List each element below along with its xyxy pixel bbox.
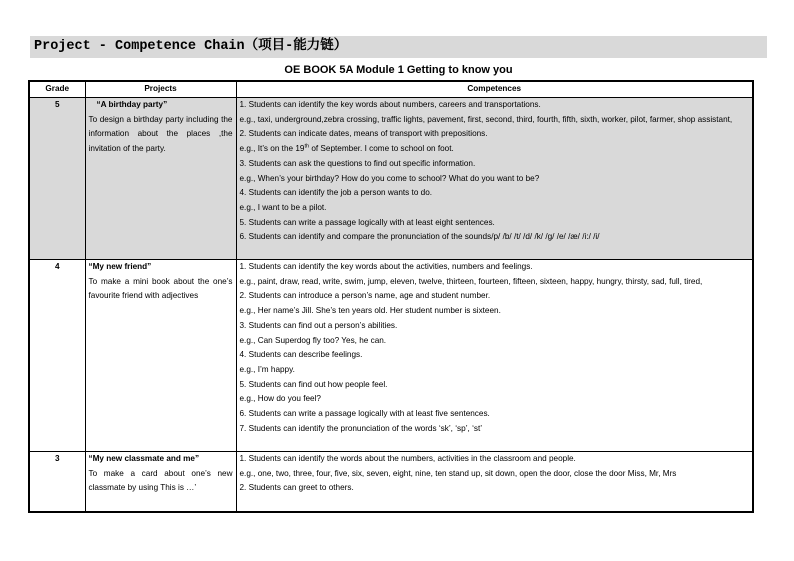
ordinal-suffix: th xyxy=(304,143,310,150)
date-text-after: of September. I come to school on foot. xyxy=(309,144,454,154)
competence-line: 1. Students can identify the key words about numbers, careers and transportations. xyxy=(239,100,541,109)
competence-line: 2. Students can greet to others. xyxy=(239,483,354,493)
date-text-before: e.g., It’s on the 19 xyxy=(239,144,305,154)
competence-line: 4. Students can describe feelings. xyxy=(239,350,363,360)
project-cell xyxy=(85,260,236,452)
table-header-row xyxy=(29,81,753,98)
table-row xyxy=(29,98,753,260)
competence-line: 6. Students can identify and compare the pronunciation of the sounds/p/ /b/ /t/ /d/ /k/ /g/ /e/ /æ/ /i:/ /i/ xyxy=(239,232,600,242)
competence-line: 1. Students can identify the words about the numbers, activities in the classroom and people. xyxy=(239,454,576,463)
grade-cell: 5 xyxy=(29,98,85,260)
project-cell xyxy=(85,452,236,513)
competence-line-with-superscript xyxy=(240,142,750,157)
project-title: “A birthday party” xyxy=(96,100,168,109)
competence-table xyxy=(28,80,754,513)
competence-line: 3. Students can ask the questions to find out specific information. xyxy=(239,158,476,168)
competence-line: 1. Students can identify the key words about the activities, numbers and feelings. xyxy=(239,262,533,271)
column-header-projects: Projects xyxy=(85,81,236,98)
column-header-competences: Competences xyxy=(236,81,753,98)
competences-cell xyxy=(236,98,753,260)
competence-line: e.g., I want to be a pilot. xyxy=(239,202,327,212)
project-description: To design a birthday party including the information about the places ,the invitation of the party. xyxy=(88,114,233,154)
page-title: Project - Competence Chain（项目-能力链） xyxy=(30,36,767,58)
competence-line: 5. Students can write a passage logically with at least eight sentences. xyxy=(239,217,495,227)
competences-cell xyxy=(236,260,753,452)
project-description: To make a mini book about the one’s favourite friend with adjectives xyxy=(88,276,233,301)
competence-line: 2. Students can indicate dates, means of transport with prepositions. xyxy=(239,129,488,139)
grade-cell: 3 xyxy=(29,452,85,513)
competence-line: e.g., one, two, three, four, five, six, seven, eight, nine, ten stand up, sit down, open the door, close the door Miss, Mr, Mrs xyxy=(239,468,677,478)
competence-line: e.g., paint, draw, read, write, swim, jump, eleven, twelve, thirteen, fourteen, fifteen, sixteen, happy, hungry, thirsty, sad, full, tired, xyxy=(239,276,703,286)
project-title: “My new classmate and me” xyxy=(88,454,200,463)
document-subtitle: OE BOOK 5A Module 1 Getting to know you xyxy=(284,64,513,76)
competence-line: e.g., How do you feel? xyxy=(239,394,321,404)
column-header-grade: Grade xyxy=(29,81,85,98)
table-row xyxy=(29,260,753,452)
competence-line: e.g., taxi, underground,zebra crossing, traffic lights, pavement, first, second, third, fourth, fifth, sixth, worker, pilot, farmer, shop assistant, xyxy=(239,114,733,124)
competence-line: e.g., Can Superdog fly too? Yes, he can. xyxy=(239,335,387,345)
table-row xyxy=(29,452,753,513)
competences-cell xyxy=(236,452,753,513)
project-cell xyxy=(85,98,236,260)
competence-line: 5. Students can find out how people feel. xyxy=(239,379,388,389)
grade-cell: 4 xyxy=(29,260,85,452)
project-title: “My new friend” xyxy=(88,262,152,271)
competence-line: e.g., When’s your birthday? How do you come to school? What do you want to be? xyxy=(239,173,540,183)
competence-line: 3. Students can find out a person’s abilities. xyxy=(239,320,398,330)
competence-line: 2. Students can introduce a person’s name, age and student number. xyxy=(239,291,491,301)
competence-line: 6. Students can write a passage logically with at least five sentences. xyxy=(239,409,490,419)
project-description: To make a card about one’s new classmate by using This is …’ xyxy=(88,468,233,493)
competence-line: e.g., Her name’s Jill. She’s ten years old. Her student number is sixteen. xyxy=(239,306,501,316)
competence-line: 4. Students can identify the job a person wants to do. xyxy=(239,188,433,198)
competence-line: 7. Students can identify the pronunciation of the words ‘sk’, ‘sp’, ‘st’ xyxy=(239,423,483,433)
competence-line: e.g., I’m happy. xyxy=(239,364,295,374)
